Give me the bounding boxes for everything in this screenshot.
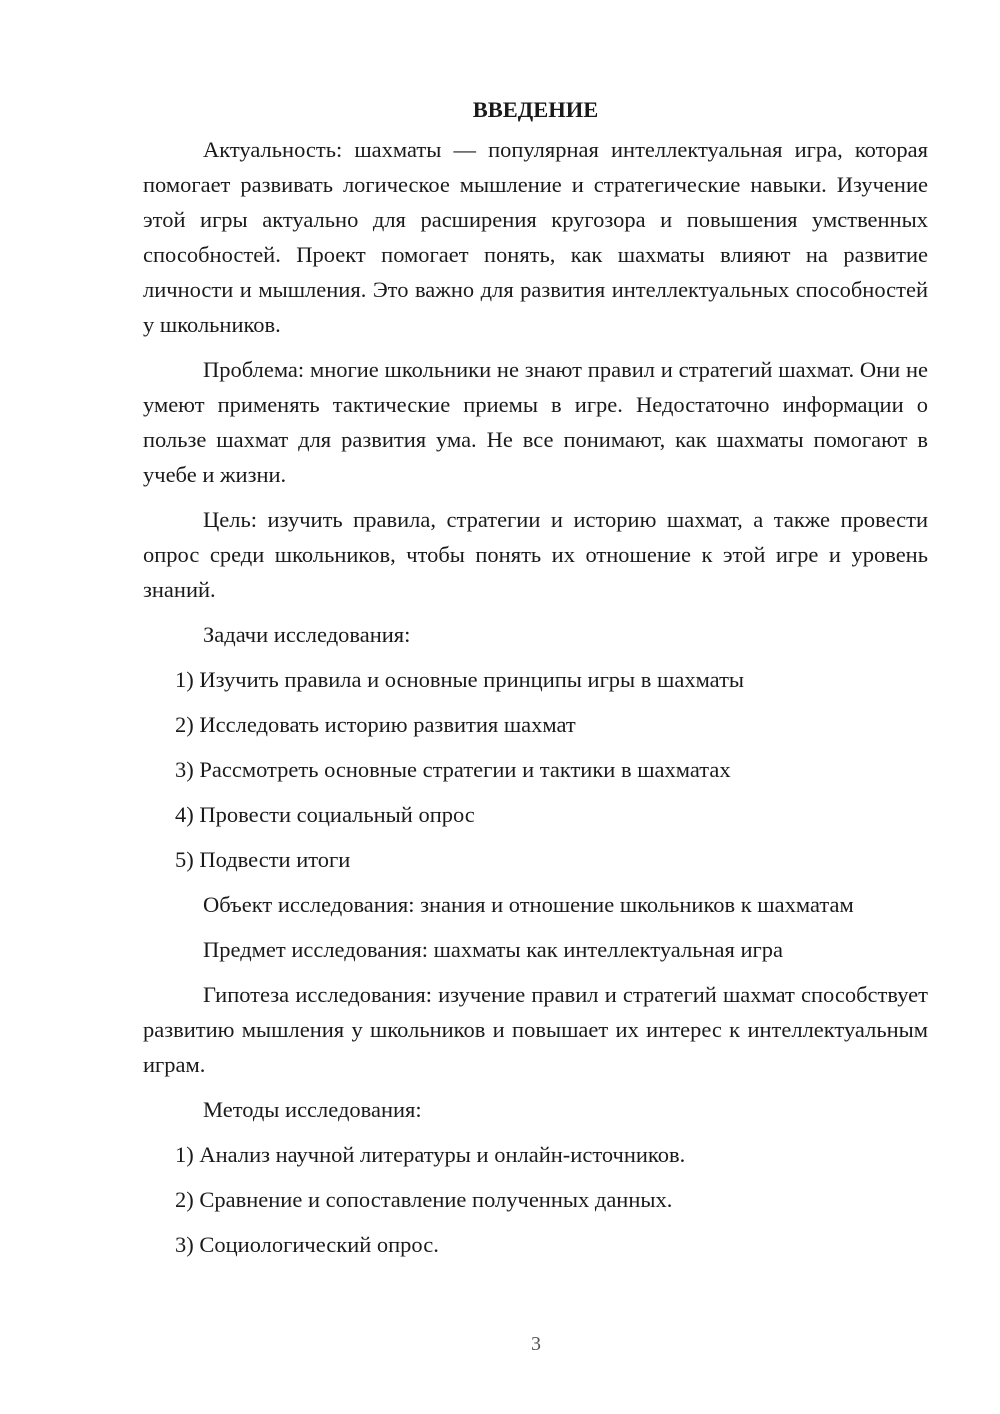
research-object: Объект исследования: знания и отношение школьников к шахматам — [203, 892, 854, 917]
hypothesis-paragraph: Гипотеза исследования: изучение правил и стратегий шахмат способствует развитию мышления у школьников и повышает их интерес к интеллектуальным играм. — [143, 982, 928, 1077]
tasks-heading: Задачи исследования: — [203, 622, 411, 647]
task-item: 5) Подвести итоги — [175, 847, 351, 872]
task-item: 2) Исследовать историю развития шахмат — [175, 712, 576, 737]
document-page — [143, 92, 928, 1272]
method-item: 1) Анализ научной литературы и онлайн-источников. — [175, 1142, 686, 1167]
goal-paragraph: Цель: изучить правила, стратегии и историю шахмат, а также провести опрос среди школьников, чтобы понять их отношение к этой игре и уровень знаний. — [143, 507, 928, 602]
task-item: 3) Рассмотреть основные стратегии и тактики в шахматах — [175, 757, 731, 782]
methods-heading: Методы исследования: — [203, 1097, 422, 1122]
method-item: 3) Социологический опрос. — [175, 1232, 439, 1257]
method-item: 2) Сравнение и сопоставление полученных данных. — [175, 1187, 673, 1212]
research-subject: Предмет исследования: шахматы как интеллектуальная игра — [203, 937, 783, 962]
document-title: ВВЕДЕНИЕ — [472, 97, 599, 122]
page-number: 3 — [531, 1333, 541, 1355]
problem-paragraph: Проблема: многие школьники не знают правил и стратегий шахмат. Они не умеют применять тактические приемы в игре. Недостаточно информации о пользе шахмат для развития ума. Не все понимают, как шахматы помогают в учебе и жизни. — [143, 357, 928, 487]
task-item: 1) Изучить правила и основные принципы игры в шахматы — [175, 667, 745, 692]
relevance-paragraph: Актуальность: шахматы — популярная интеллектуальная игра, которая помогает развивать логическое мышление и стратегические навыки. Изучение этой игры актуально для расширения кругозора и повышения умственных способностей. Проект помогает понять, как шахматы влияют на развитие личности и мышления. Это важно для развития интеллектуальных способностей у школьников. — [143, 137, 928, 337]
task-item: 4) Провести социальный опрос — [175, 802, 475, 827]
